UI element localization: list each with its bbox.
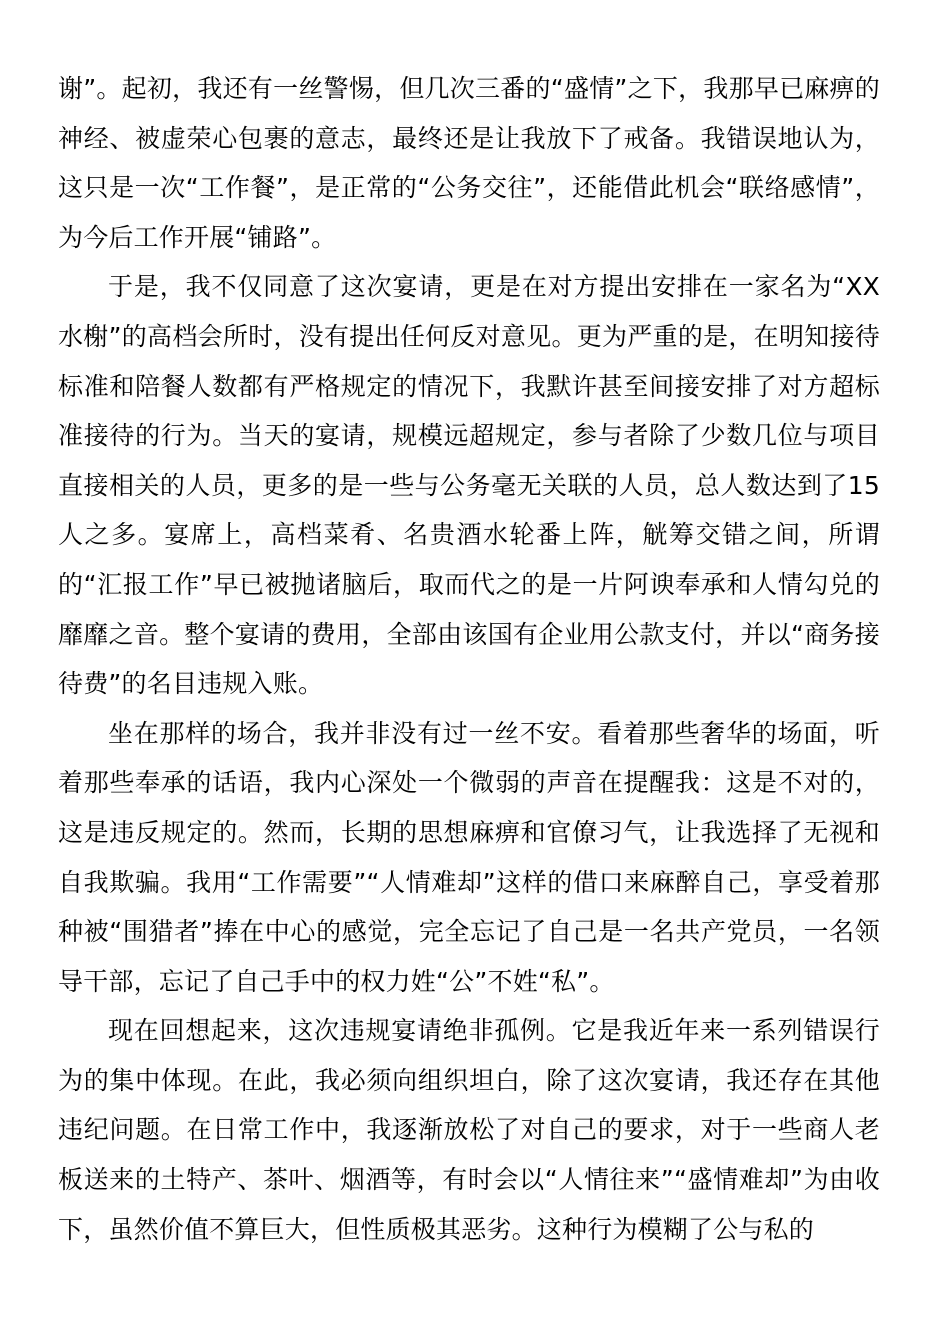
paragraph-3: 坐在那样的场合，我并非没有过一丝不安。看着那些奢华的场面，听着那些奉承的话语，我内心深处一个微弱的声音在提醒我：这是不对的，这是违反规定的。然而，长期的思想麻痹和官僚习气，让我选择了无视和自我欺骗。我用“工作需要”“人情难却”这样的借口来麻醉自己，享受着那种被“围猎者”捧在中心的感觉，完全忘记了自己是一名共产党员，一名领导干部，忘记了自己手中的权力姓“公”不姓“私”。 bbox=[58, 718, 880, 996]
paragraph-2: 于是，我不仅同意了这次宴请，更是在对方提出安排在一家名为“XX水榭”的高档会所时，没有提出任何反对意见。更为严重的是，在明知接待标准和陪餐人数都有严格规定的情况下，我默许甚至间接安排了对方超标准接待的行为。当天的宴请，规模远超规定，参与者除了少数几位与项目直接相关的人员，更多的是一些与公务毫无关联的人员，总人数达到了15人之多。宴席上，高档菜肴、名贵酒水轮番上阵，觥筹交错之间，所谓的“汇报工作”早已被抛诸脑后，取而代之的是一片阿谀奉承和人情勾兑的靡靡之音。整个宴请的费用，全部由该国有企业用公款支付，并以“商务接待费”的名目违规入账。 bbox=[58, 272, 880, 699]
paragraph-4: 现在回想起来，这次违规宴请绝非孤例。它是我近年来一系列错误行为的集中体现。在此，我必须向组织坦白，除了这次宴请，我还存在其他违纪问题。在日常工作中，我逐渐放松了对自己的要求，对于一些商人老板送来的土特产、茶叶、烟酒等，有时会以“人情往来”“盛情难却”为由收下，虽然价值不算巨大，但性质极其恶劣。这种行为模糊了公与私的 bbox=[58, 1016, 880, 1244]
body-text bbox=[58, 64, 880, 1254]
paragraph-1: 谢”。起初，我还有一丝警惕，但几次三番的“盛情”之下，我那早已麻痹的神经、被虚荣心包裹的意志，最终还是让我放下了戒备。我错误地认为，这只是一次“工作餐”，是正常的“公务交往”，还能借此机会“联络感情”，为今后工作开展“铺路”。 bbox=[58, 74, 880, 252]
